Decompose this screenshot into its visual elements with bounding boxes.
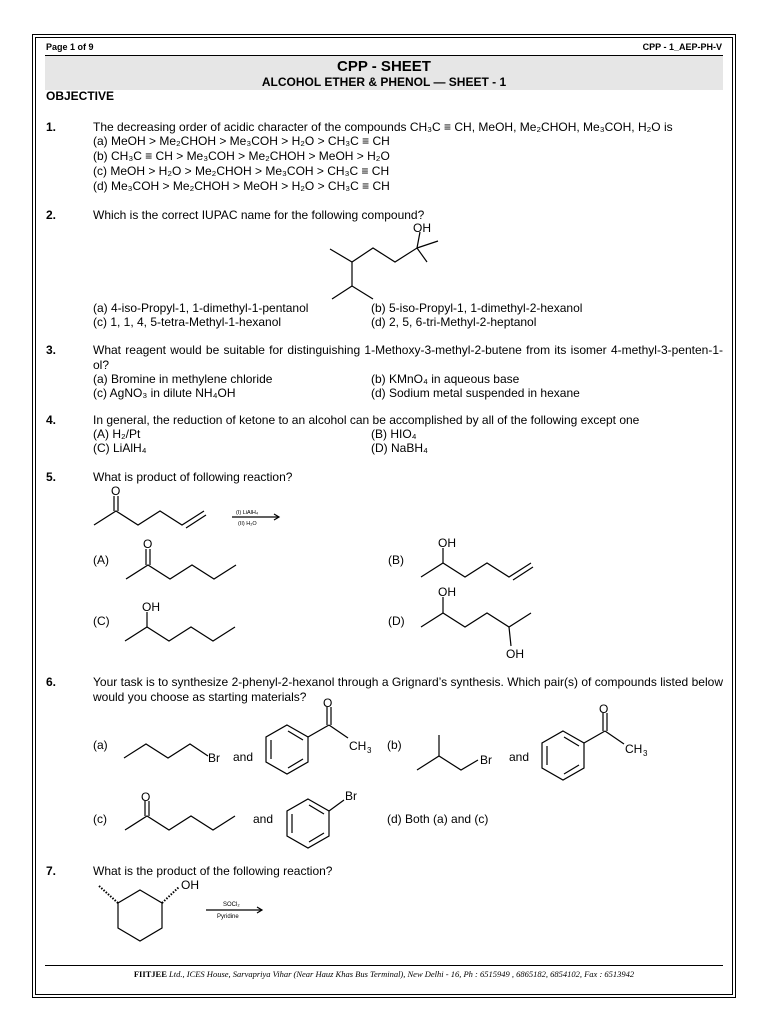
question-stem: Your task is to synthesize 2-phenyl-2-hexanol through a Grignard’s synthesis. Which pair(s) of compounds listed below would you choose as starting materials? xyxy=(93,675,723,704)
structure-label: Br xyxy=(345,789,357,803)
option: (A) H₂/Pt xyxy=(93,427,141,441)
question-number: 6. xyxy=(46,675,57,689)
option-label: (A) xyxy=(93,553,109,567)
structure-label: 3 xyxy=(643,749,648,758)
page-subtitle: ALCOHOL ETHER & PHENOL — SHEET - 1 xyxy=(261,75,507,89)
sheet-code: CPP - 1_AEP-PH-V xyxy=(642,42,722,52)
option: (a) MeOH > Me₂CHOH > Me₃COH > H₂O > CH₃C ≡ CH xyxy=(93,134,390,148)
option: (d) 2, 5, 6-tri-Methyl-2-heptanol xyxy=(371,315,537,329)
structure-label: OH xyxy=(181,878,199,892)
option: (d) Me₃COH > Me₂CHOH > MeOH > H₂O > CH₃C ≡ CH xyxy=(93,179,390,193)
structure-label: and xyxy=(253,812,274,826)
page-number: Page 1 of 9 xyxy=(46,42,94,52)
option-label: (C) xyxy=(93,614,110,628)
footer-brand: FIITJEE xyxy=(133,969,167,979)
question-stem: Which is the correct IUPAC name for the following compound? xyxy=(93,208,425,222)
structure-label: OH xyxy=(438,585,456,599)
question-number: 5. xyxy=(46,470,57,484)
structure-label: CH xyxy=(625,742,643,756)
option-label: (B) xyxy=(388,553,404,567)
question-stem: What is product of following reaction? xyxy=(93,470,293,484)
oh-label: OH xyxy=(413,221,431,235)
question-number: 7. xyxy=(46,864,57,878)
structure-label: OH xyxy=(438,536,456,550)
question-number: 4. xyxy=(46,413,57,427)
option-label: (c) xyxy=(93,812,107,826)
option: (B) HIO₄ xyxy=(371,427,417,441)
question-stem: What reagent would be suitable for distinguishing 1-Methoxy-3-methyl-2-butene from its isomer 4-methyl-3-penten-1-ol? xyxy=(93,343,723,372)
option: (D) NaBH₄ xyxy=(371,441,428,455)
option: (c) AgNO₃ in dilute NH₄OH xyxy=(93,386,236,400)
structure-label: 3 xyxy=(367,746,372,755)
structure-label: O xyxy=(111,484,121,498)
footer-address: Ltd., ICES House, Sarvapriya Vihar (Near Hauz Khas Bus Terminal), New Delhi - 16, Ph : 6515949 , 6865182, 6854102, Fax : 6513942 xyxy=(166,969,635,979)
structure-label: OH xyxy=(142,600,160,614)
option-label: (b) xyxy=(387,738,402,752)
question-number: 1. xyxy=(46,120,57,134)
page-title: CPP - SHEET xyxy=(337,58,431,75)
question-stem: The decreasing order of acidic character of the compounds CH₃C ≡ CH, MeOH, Me₂CHOH, Me₃COH, H₂O is xyxy=(93,120,673,134)
option: (c) 1, 1, 4, 5-tetra-Methyl-1-hexanol xyxy=(93,315,282,329)
section-heading: OBJECTIVE xyxy=(46,89,115,103)
structure-label: O xyxy=(323,696,333,710)
option-label: (D) xyxy=(388,614,405,628)
structure-label: (II) H₂O xyxy=(238,521,257,527)
option: (C) LiAlH₄ xyxy=(93,441,147,455)
footer-rule xyxy=(45,965,723,966)
option: (b) KMnO₄ in aqueous base xyxy=(371,372,520,386)
structure-label: CH xyxy=(349,739,367,753)
question-number: 3. xyxy=(46,343,57,357)
option-label: (d) Both (a) and (c) xyxy=(387,812,489,826)
structure-label: and xyxy=(509,750,530,764)
structure-label: (I) LiAlH₄ xyxy=(236,510,259,516)
option: (c) MeOH > H₂O > Me₂CHOH > Me₃COH > CH₃C ≡ CH xyxy=(93,164,390,178)
structure-label: SOCl₂ xyxy=(223,902,240,908)
option: (a) Bromine in methylene chloride xyxy=(93,372,273,386)
option: (a) 4-iso-Propyl-1, 1-dimethyl-1-pentanol xyxy=(93,301,309,315)
structure-label: OH xyxy=(506,647,524,661)
question-stem: What is the product of the following reaction? xyxy=(93,864,333,878)
option-label: (a) xyxy=(93,738,108,752)
structure-label: O xyxy=(143,537,153,551)
structure-label: O xyxy=(599,702,609,716)
option: (d) Sodium metal suspended in hexane xyxy=(371,386,580,400)
structure-label: Pyridine xyxy=(217,914,239,920)
question-number: 2. xyxy=(46,208,57,222)
option: (b) 5-iso-Propyl-1, 1-dimethyl-2-hexanol xyxy=(371,301,583,315)
question-stem: In general, the reduction of ketone to an alcohol can be accomplished by all of the following except one xyxy=(93,413,640,427)
structure-label: Br xyxy=(480,753,492,767)
option: (b) CH₃C ≡ CH > Me₃COH > Me₂CHOH > MeOH > H₂O xyxy=(93,149,390,163)
structure-label: Br xyxy=(208,751,220,765)
structure-label: and xyxy=(233,750,254,764)
structure-label: O xyxy=(141,790,151,804)
page-footer xyxy=(0,969,768,979)
